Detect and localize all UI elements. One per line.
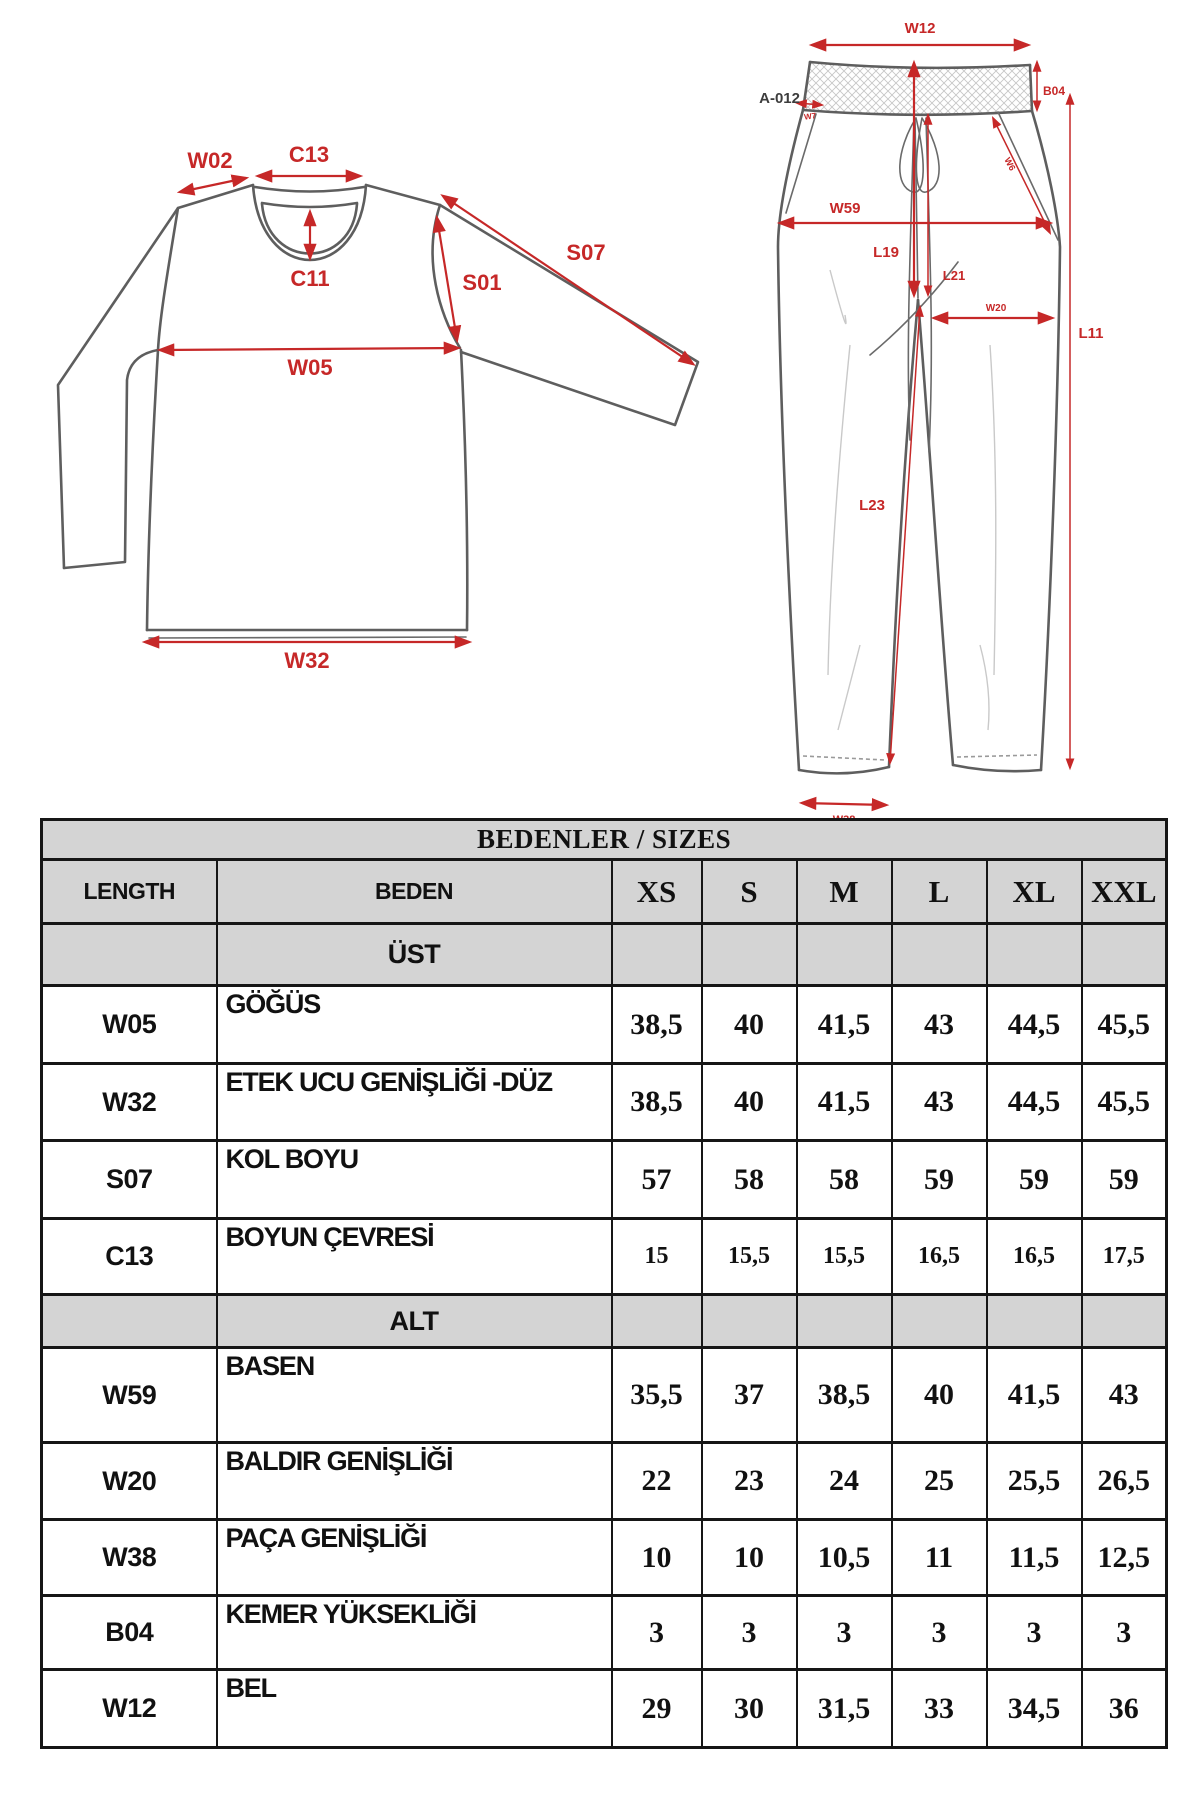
col-header-xxl: XXL <box>1082 860 1167 924</box>
size-value: 59 <box>1082 1141 1167 1219</box>
table-row <box>42 1520 1167 1596</box>
col-header-m: M <box>797 860 892 924</box>
col-header-xs: XS <box>612 860 702 924</box>
pants-diagram <box>700 15 1160 827</box>
measure-name: BALDIR GENİŞLİĞİ <box>217 1443 612 1520</box>
size-value: 25 <box>892 1443 987 1520</box>
pants-label-w12: W12 <box>904 20 936 37</box>
table-title: BEDENLER / SIZES <box>42 820 1167 860</box>
table-header-row <box>42 860 1167 924</box>
length-code: W59 <box>42 1348 217 1443</box>
size-value: 29 <box>612 1670 702 1748</box>
size-value: 3 <box>892 1596 987 1670</box>
size-value: 25,5 <box>987 1443 1082 1520</box>
size-value: 57 <box>612 1141 702 1219</box>
pants-label-l23: L23 <box>859 497 885 514</box>
table-row <box>42 1219 1167 1295</box>
col-header-s: S <box>702 860 797 924</box>
size-value: 12,5 <box>1082 1520 1167 1596</box>
size-value: 10 <box>612 1520 702 1596</box>
size-value: 59 <box>892 1141 987 1219</box>
measure-name: BASEN <box>217 1348 612 1443</box>
size-value: 35,5 <box>612 1348 702 1443</box>
table-row <box>42 986 1167 1064</box>
measure-name: PAÇA GENİŞLİĞİ <box>217 1520 612 1596</box>
table-row <box>42 1064 1167 1141</box>
size-value: 45,5 <box>1082 1064 1167 1141</box>
col-header-length: LENGTH <box>42 860 217 924</box>
pants-label-w20: W20 <box>985 303 1007 314</box>
size-value: 16,5 <box>987 1219 1082 1295</box>
shirt-label-c11: C11 <box>290 266 330 291</box>
size-value: 40 <box>702 986 797 1064</box>
size-value: 23 <box>702 1443 797 1520</box>
pants-label-w6: W6 <box>1002 155 1018 173</box>
pants-label-w7: W7 <box>803 111 817 122</box>
shirt-diagram <box>20 100 720 673</box>
size-value: 38,5 <box>797 1348 892 1443</box>
size-value: 10,5 <box>797 1520 892 1596</box>
size-value: 36 <box>1082 1670 1167 1748</box>
size-value: 31,5 <box>797 1670 892 1748</box>
table-row <box>42 1443 1167 1520</box>
size-value: 40 <box>702 1064 797 1141</box>
size-value: 3 <box>1082 1596 1167 1670</box>
shirt-label-w02: W02 <box>187 148 233 173</box>
size-value: 38,5 <box>612 1064 702 1141</box>
length-code: W05 <box>42 986 217 1064</box>
size-value: 15 <box>612 1219 702 1295</box>
measure-name: ETEK UCU GENİŞLİĞİ -DÜZ <box>217 1064 612 1141</box>
empty-cell <box>42 1295 217 1348</box>
length-code: B04 <box>42 1596 217 1670</box>
size-value: 58 <box>797 1141 892 1219</box>
table-title-row <box>42 820 1167 860</box>
size-value: 40 <box>892 1348 987 1443</box>
length-code: W38 <box>42 1520 217 1596</box>
section-label-alt: ALT <box>217 1295 612 1348</box>
size-value: 26,5 <box>1082 1443 1167 1520</box>
measure-name: GÖĞÜS <box>217 986 612 1064</box>
pants-label-w59: W59 <box>829 200 861 217</box>
size-value: 3 <box>702 1596 797 1670</box>
pants-label-l19: L19 <box>873 244 899 261</box>
section-row-ust <box>42 924 1167 986</box>
pants-measurements <box>759 20 1103 826</box>
length-code: C13 <box>42 1219 217 1295</box>
size-value: 44,5 <box>987 1064 1082 1141</box>
measure-name: KEMER YÜKSEKLİĞİ <box>217 1596 612 1670</box>
length-code: W32 <box>42 1064 217 1141</box>
size-value: 45,5 <box>1082 986 1167 1064</box>
size-value: 58 <box>702 1141 797 1219</box>
size-value: 22 <box>612 1443 702 1520</box>
section-label-ust: ÜST <box>217 924 612 986</box>
size-value: 41,5 <box>987 1348 1082 1443</box>
table-row <box>42 1596 1167 1670</box>
size-value: 3 <box>612 1596 702 1670</box>
pants-label-a012: A-012 <box>759 90 800 107</box>
size-value: 41,5 <box>797 986 892 1064</box>
shirt-label-w05: W05 <box>287 355 333 380</box>
size-value: 34,5 <box>987 1670 1082 1748</box>
size-value: 11 <box>892 1520 987 1596</box>
size-value: 3 <box>987 1596 1082 1670</box>
size-value: 37 <box>702 1348 797 1443</box>
empty-cell <box>42 924 217 986</box>
shirt-label-s07: S07 <box>566 240 606 265</box>
size-value: 59 <box>987 1141 1082 1219</box>
length-code: W12 <box>42 1670 217 1748</box>
measure-name: BEL <box>217 1670 612 1748</box>
size-table <box>40 818 1168 1749</box>
pants-label-b04: B04 <box>1043 84 1066 98</box>
size-value: 3 <box>797 1596 892 1670</box>
size-value: 24 <box>797 1443 892 1520</box>
shirt-measurements <box>145 142 693 673</box>
col-header-beden: BEDEN <box>217 860 612 924</box>
length-code: S07 <box>42 1141 217 1219</box>
table-row <box>42 1670 1167 1748</box>
size-value: 17,5 <box>1082 1219 1167 1295</box>
col-header-xl: XL <box>987 860 1082 924</box>
size-value: 43 <box>892 986 987 1064</box>
section-row-alt <box>42 1295 1167 1348</box>
table-row <box>42 1348 1167 1443</box>
size-value: 16,5 <box>892 1219 987 1295</box>
size-value: 43 <box>1082 1348 1167 1443</box>
size-value: 44,5 <box>987 986 1082 1064</box>
shirt-label-c13: C13 <box>288 142 330 167</box>
length-code: W20 <box>42 1443 217 1520</box>
size-value: 38,5 <box>612 986 702 1064</box>
size-value: 15,5 <box>797 1219 892 1295</box>
size-value: 30 <box>702 1670 797 1748</box>
measure-name: KOL BOYU <box>217 1141 612 1219</box>
size-value: 43 <box>892 1064 987 1141</box>
pants-label-l11: L11 <box>1078 325 1104 342</box>
size-value: 10 <box>702 1520 797 1596</box>
size-value: 11,5 <box>987 1520 1082 1596</box>
size-value: 33 <box>892 1670 987 1748</box>
shirt-label-w32: W32 <box>284 648 330 673</box>
size-value: 41,5 <box>797 1064 892 1141</box>
shirt-label-s01: S01 <box>462 270 502 295</box>
col-header-l: L <box>892 860 987 924</box>
size-value: 15,5 <box>702 1219 797 1295</box>
measure-name: BOYUN ÇEVRESİ <box>217 1219 612 1295</box>
pants-label-l21: L21 <box>942 268 966 283</box>
table-row <box>42 1141 1167 1219</box>
